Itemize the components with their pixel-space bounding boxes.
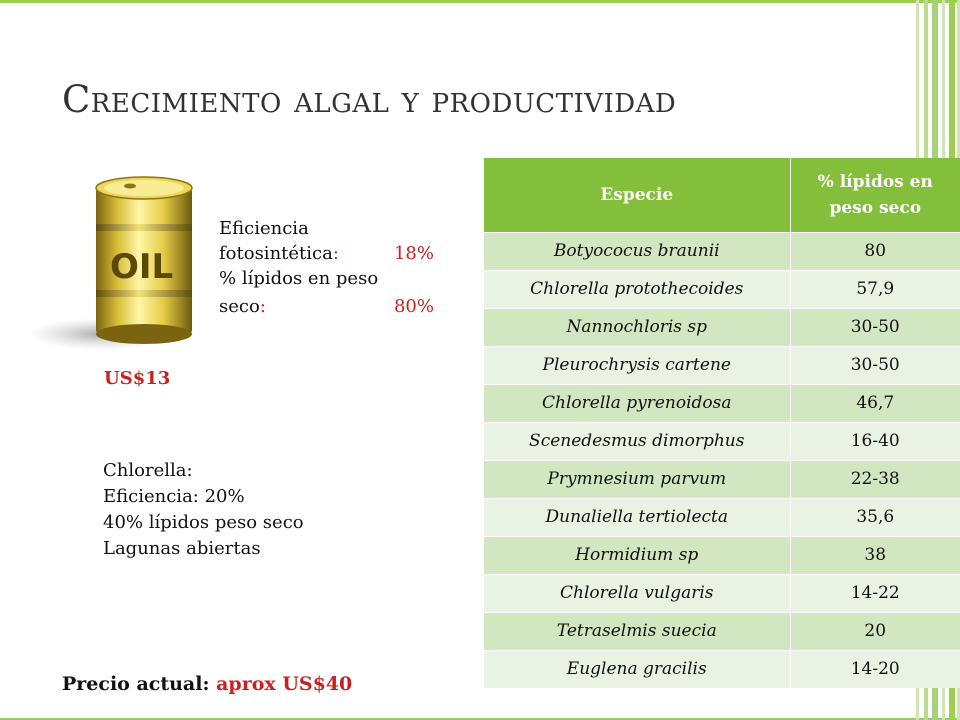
lipid-value-cell: 14-22 (790, 575, 960, 613)
species-cell: Chlorella pyrenoidosa (484, 385, 790, 423)
chlorella-line: Lagunas abiertas (103, 538, 261, 559)
lipid-value-cell: 14-20 (790, 651, 960, 689)
table-row (484, 233, 960, 271)
efficiency-label-2: fotosintética (219, 243, 333, 264)
species-cell: Scenedesmus dimorphus (484, 423, 790, 461)
slide-title: Crecimiento algal y productividad (62, 78, 677, 121)
table-row (484, 575, 960, 613)
current-price-label: Precio actual: (62, 673, 210, 695)
barrel-label: OIL (110, 247, 174, 287)
species-cell: Euglena gracilis (484, 651, 790, 689)
efficiency-colon: : (332, 243, 339, 264)
table-row (484, 537, 960, 575)
table-row (484, 309, 960, 347)
lipid-value-cell: 38 (790, 537, 960, 575)
species-cell: Tetraselmis suecia (484, 613, 790, 651)
species-cell: Pleurochrysis cartene (484, 347, 790, 385)
species-cell: Chlorella protothecoides (484, 271, 790, 309)
table-row (484, 499, 960, 537)
table-row (484, 271, 960, 309)
lipid-value-cell: 20 (790, 613, 960, 651)
lipid-value-cell: 35,6 (790, 499, 960, 537)
lipid-value-cell: 16-40 (790, 423, 960, 461)
oil-barrel-icon (30, 162, 210, 352)
table-row (484, 613, 960, 651)
table-row (484, 651, 960, 689)
species-cell: Prymnesium parvum (484, 461, 790, 499)
lipids-table (484, 158, 960, 688)
species-cell: Chlorella vulgaris (484, 575, 790, 613)
chlorella-block (103, 458, 304, 562)
lipid-value-cell: 46,7 (790, 385, 960, 423)
current-price (62, 673, 352, 695)
barrel-price: US$13 (104, 368, 171, 389)
chlorella-line: Chlorella: (103, 460, 193, 481)
table-header-row (484, 158, 960, 233)
current-price-value: aprox US$40 (216, 673, 353, 695)
lipids-label: % lípidos en peso (219, 268, 379, 289)
header-lipids: % lípidos en peso seco (790, 158, 960, 233)
lipid-value-cell: 80 (790, 233, 960, 271)
lipids-value: 80% (393, 296, 434, 317)
efficiency-label: Eficiencia (219, 218, 309, 239)
species-cell: Hormidium sp (484, 537, 790, 575)
table-row (484, 423, 960, 461)
efficiency-block (219, 216, 444, 323)
lipid-value-cell: 57,9 (790, 271, 960, 309)
species-cell: Dunaliella tertiolecta (484, 499, 790, 537)
chlorella-line: 40% lípidos peso seco (103, 512, 304, 533)
lipid-value-cell: 30-50 (790, 347, 960, 385)
chlorella-line: Eficiencia: 20% (103, 486, 245, 507)
lipids-label-2: seco (219, 296, 260, 317)
lipids-colon: : (259, 296, 266, 317)
slide-top-border (0, 0, 960, 3)
species-cell: Botyococus braunii (484, 233, 790, 271)
efficiency-value: 18% (393, 243, 434, 264)
lipid-value-cell: 22-38 (790, 461, 960, 499)
species-cell: Nannochloris sp (484, 309, 790, 347)
header-species: Especie (484, 158, 790, 233)
lipid-value-cell: 30-50 (790, 309, 960, 347)
table-row (484, 385, 960, 423)
table-row (484, 347, 960, 385)
table-row (484, 461, 960, 499)
